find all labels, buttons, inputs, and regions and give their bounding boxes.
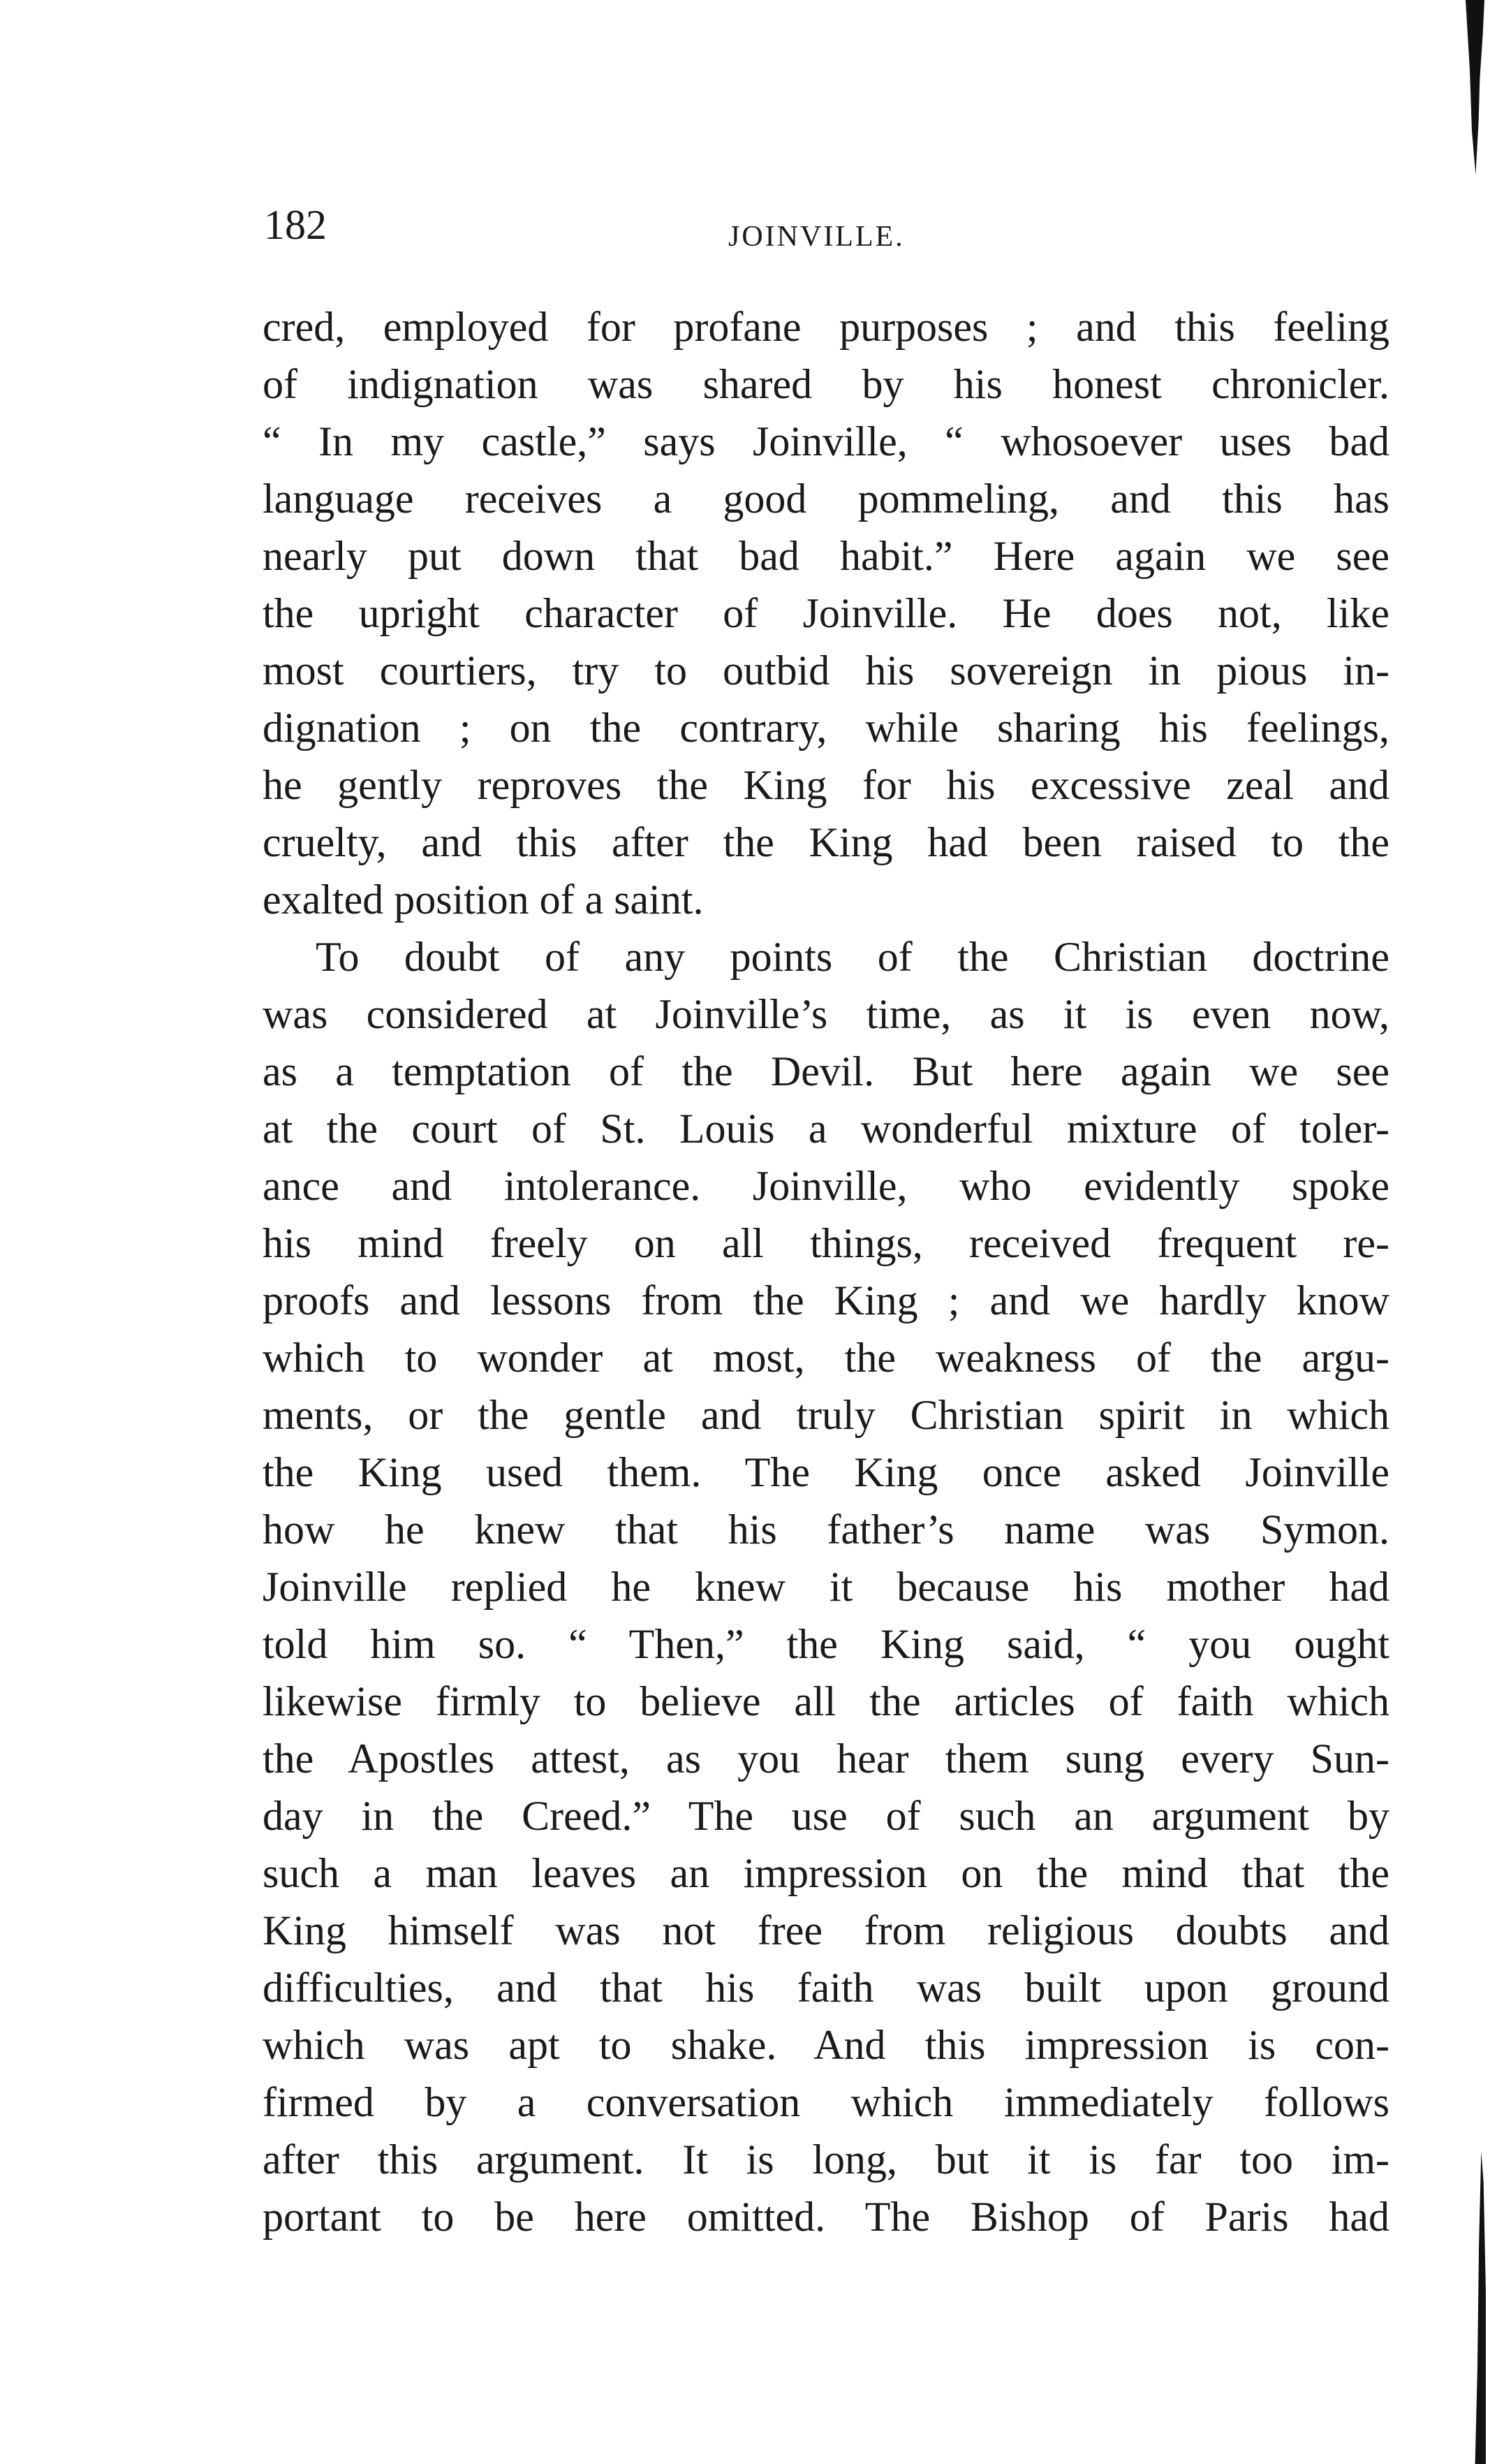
- page-edge-shadow-top: [1463, 0, 1484, 175]
- text-line: at the court of St. Louis a wonderful mixture of toler-: [263, 1106, 1389, 1152]
- text-line: such a man leaves an impression on the mind that the: [263, 1850, 1389, 1896]
- text-line: how he knew that his father’s name was Symon.: [263, 1506, 1389, 1553]
- text-line: which was apt to shake. And this impression is con-: [263, 2022, 1389, 2068]
- text-line: the Apostles attest, as you hear them sung every Sun-: [263, 1736, 1389, 1782]
- text-line: “ In my castle,” says Joinville, “ whosoever uses bad: [263, 418, 1389, 464]
- page-number: 182: [264, 202, 327, 248]
- text-line: cruelty, and this after the King had been raised to the: [263, 819, 1389, 865]
- text-line: cred, employed for profane purposes ; and this feeling: [263, 304, 1389, 350]
- text-line: as a temptation of the Devil. But here again we see: [263, 1048, 1389, 1094]
- text-line: the upright character of Joinville. He does not, like: [263, 590, 1389, 636]
- body-text: [263, 298, 1389, 2245]
- text-line: Joinville replied he knew it because his mother had: [263, 1564, 1389, 1610]
- paragraph-end-line: exalted position of a saint.: [263, 877, 704, 923]
- text-line: the King used them. The King once asked Joinville: [263, 1449, 1389, 1495]
- text-line: was considered at Joinville’s time, as it is even now,: [263, 991, 1389, 1037]
- text-line: which to wonder at most, the weakness of the argu-: [263, 1335, 1389, 1381]
- text-line: ments, or the gentle and truly Christian spirit in which: [263, 1392, 1389, 1438]
- text-line: portant to be here omitted. The Bishop of Paris had: [263, 2194, 1389, 2240]
- text-line: dignation ; on the contrary, while sharing his feelings,: [263, 705, 1389, 751]
- text-line: likewise firmly to believe all the articles of faith which: [263, 1678, 1389, 1724]
- text-line: difficulties, and that his faith was built upon ground: [263, 1965, 1389, 2011]
- text-line: firmed by a conversation which immediately follows: [263, 2079, 1389, 2125]
- text-line: ance and intolerance. Joinville, who evidently spoke: [263, 1163, 1389, 1209]
- text-line: his mind freely on all things, received frequent re-: [263, 1220, 1389, 1266]
- page-edge-shadow-bottom: [1470, 2151, 1486, 2464]
- text-line: nearly put down that bad habit.” Here again we see: [263, 533, 1389, 579]
- text-line: day in the Creed.” The use of such an argument by: [263, 1793, 1389, 1839]
- paragraph-start-line: To doubt of any points of the Christian doctrine: [316, 934, 1389, 980]
- text-line: most courtiers, try to outbid his sovereign in pious in-: [263, 647, 1389, 694]
- text-line: told him so. “ Then,” the King said, “ you ought: [263, 1621, 1389, 1667]
- running-head: JOINVILLE.: [728, 221, 905, 253]
- text-line: proofs and lessons from the King ; and we hardly know: [263, 1277, 1389, 1323]
- text-line: of indignation was shared by his honest chronicler.: [263, 361, 1389, 407]
- text-line: language receives a good pommeling, and this has: [263, 476, 1389, 522]
- text-line: after this argument. It is long, but it is far too im-: [263, 2136, 1389, 2183]
- text-line: he gently reproves the King for his excessive zeal and: [263, 762, 1389, 808]
- text-line: King himself was not free from religious doubts and: [263, 1907, 1389, 1953]
